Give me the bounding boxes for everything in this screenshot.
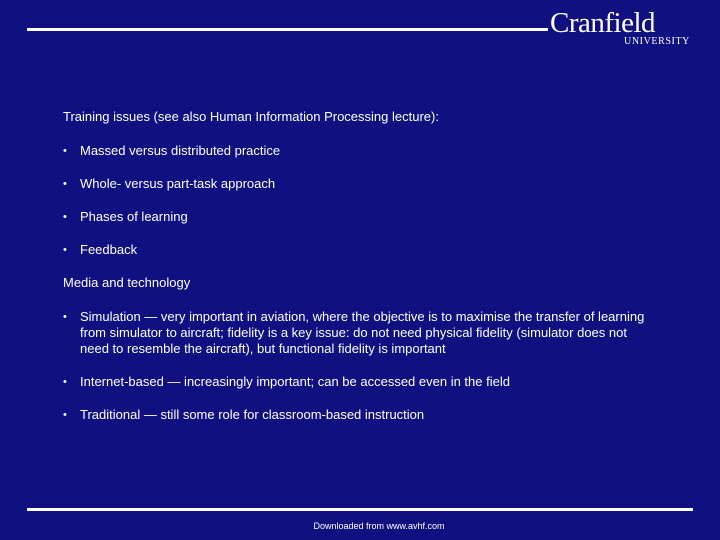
list-item	[63, 242, 663, 258]
list-item	[63, 209, 663, 225]
footer-source: Downloaded from www.avhf.com	[313, 521, 445, 531]
bullet-symbol: •	[63, 244, 67, 256]
top-rule	[27, 28, 548, 31]
bottom-rule	[27, 508, 693, 511]
bullet-symbol: •	[63, 145, 67, 157]
bullet-symbol: •	[63, 376, 67, 388]
logo-wordmark: Cranfield	[550, 7, 656, 39]
list-item-text: Feedback	[80, 242, 138, 257]
section-heading-media-technology: Media and technology	[63, 275, 191, 290]
list-item-text: Massed versus distributed practice	[80, 143, 281, 158]
bullet-symbol: •	[63, 178, 67, 190]
list-item-text: Phases of learning	[80, 209, 188, 224]
cranfield-university-logo	[550, 8, 700, 50]
list-item	[63, 176, 663, 192]
section-heading-training-issues: Training issues (see also Human Information Processing lecture):	[63, 109, 439, 124]
bullet-symbol: •	[63, 311, 67, 323]
bullet-symbol: •	[63, 409, 67, 421]
bullet-symbol: •	[63, 211, 67, 223]
list-item-text: Whole- versus part-task approach	[80, 176, 276, 191]
list-item	[63, 407, 663, 423]
list-item	[63, 309, 663, 357]
list-item	[63, 374, 663, 390]
list-item-text: Simulation — very important in aviation, where the objective is to maximise the transfer of learning from simulator to aircraft; fidelity is a key issue: do not need physical fidelity (simulator does not need to resemble the aircraft), but functional fidelity is important	[80, 309, 645, 356]
slide-content	[63, 109, 663, 440]
logo-subtitle: UNIVERSITY	[624, 36, 690, 47]
list-item-text: Traditional — still some role for classroom-based instruction	[80, 407, 425, 422]
list-item	[63, 143, 663, 159]
list-item-text: Internet-based — increasingly important; can be accessed even in the field	[80, 374, 510, 389]
